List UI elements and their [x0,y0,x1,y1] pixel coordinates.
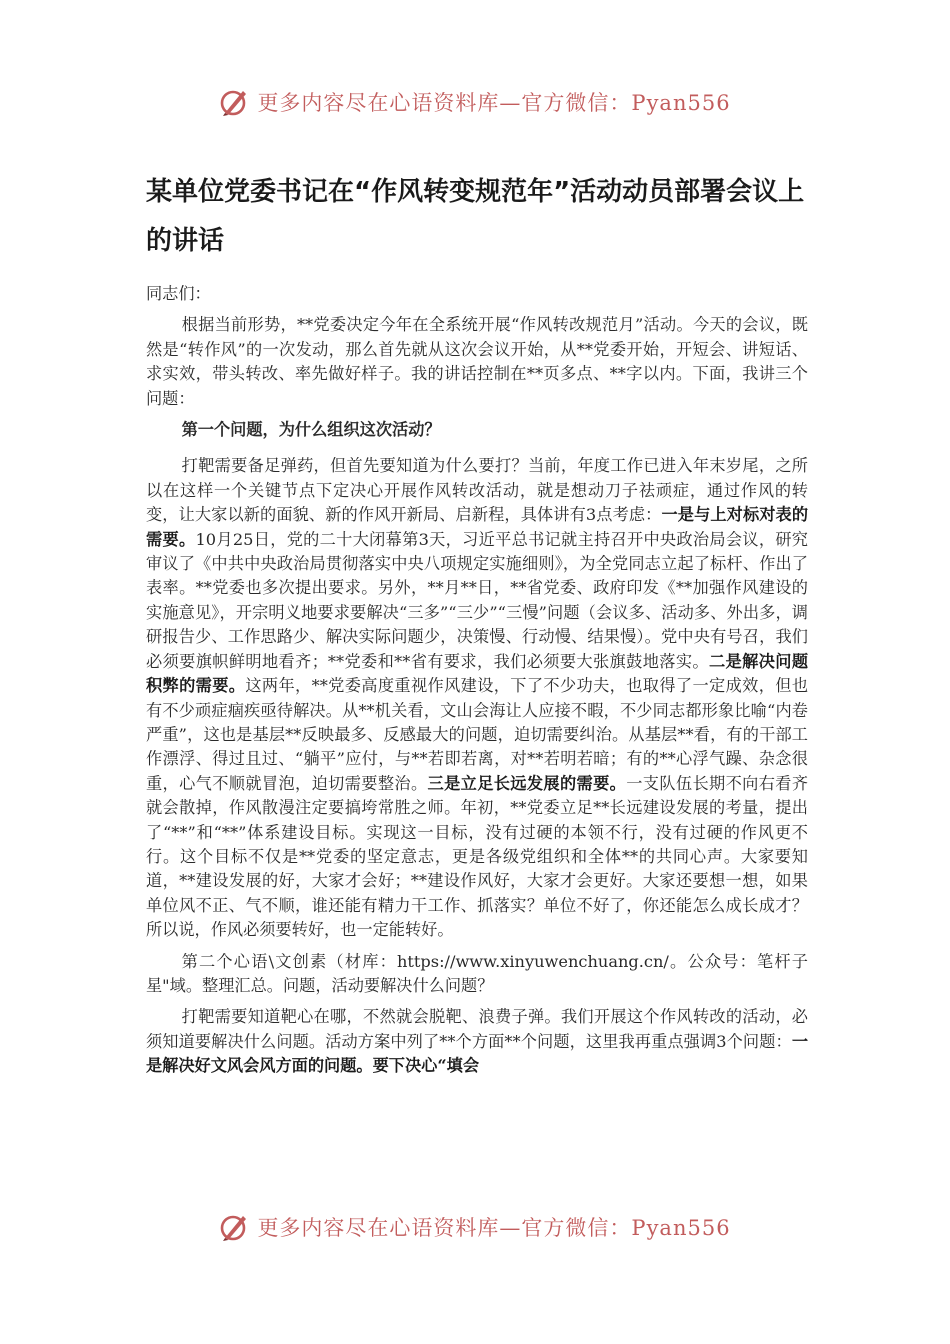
paragraph-reasons [146,454,808,942]
bold-point-2: 二是解决问题积弊的需要。 [146,651,809,696]
paragraph-text: 打靶需要备足弹药，但首先要知道为什么要打？当前，年度工作已进入年末岁尾，之所以在这样一个关键节点下定决心开展作风转改活动，就是想动刀子祛顽症，通过作风的转变，让大家以新的面貌、新的作风开新局、启新程，具体讲有3点考虑： [146,456,808,525]
bold-point-3: 三是立足长远发展的需要。 [427,773,627,793]
paragraph-section-2-intro: 第二个心语\文创素（材库：https://www.xinyuwenchuang.cn/。公众号：笔杆子星"域。整理汇总。问题，活动要解决什么问题？ [146,951,808,995]
footer-watermark-banner [0,1207,950,1247]
bold-point-1: 一是与上对标对表的需要。 [146,505,809,549]
bold-point-4: 一是解决好文风会风方面的问题。要下决心“填会 [146,1031,808,1076]
banner-text: 更多内容尽在心语资料库—官方微信：Pyan556 [257,1216,731,1240]
salutation: 同志们： [146,284,211,303]
paragraph-target [146,1005,808,1078]
paragraph-text: 打靶需要知道靶心在哪，不然就会脱靶、浪费子弹。我们开展这个作风转改的活动，必须知道要解决什么问题。活动方案中列了**个方面**个问题，这里我再重点强调3个问题： [146,1007,808,1051]
paragraph-intro: 根据当前形势，**党委决定今年在全系统开展“作风转改规范月”活动。今天的会议，既然是“转作风”的一次发动，那么首先就从这次会议开始，从**党委开始，开短会、讲短话、求实效，带头转改、率先做好样子。我的讲话控制在**页多点、**字以内。下面，我讲三个问题： [146,315,808,408]
pen-circle-icon [219,1212,249,1242]
pen-circle-icon [219,87,249,117]
paragraph-text: 一支队伍长期不向右看齐就会散掉，作风散漫注定要搞垮常胜之师。年初，**党委立足**长远建设发展的考量，提出了“**”和“**”体系建设目标。实现这一目标，没有过硬的本领不行，没有过硬的作风更不行。这个目标不仅是**党委的坚定意志，更是各级党组织和全体**的共同心声。大家要知道，**建设发展的好，大家才会好；**建设作风好，大家才会更好。大家还要想一想，如果单位风不正、气不顺，谁还能有精力干工作、抓落实？单位不好了，你还能怎么成长成才？所以说，作风必须要转好，也一定能转好。 [146,773,809,940]
paragraph-text: 10月25日，党的二十大闭幕第3天，习近平总书记就主持召开中央政治局会议，研究审议了《中共中央政治局贯彻落实中央八项规定实施细则》，为全党同志立起了标杆、作出了表率。**党委也多次提出要求。另外，**月**日，**省党委、政府印发《**加强作风建设的实施意见》，开宗明义地要求要解决“三多”“三少”“三慢”问题（会议多、活动多、外出多，调研报告少、工作思路少、解决实际问题少，决策慢、行动慢、结果慢）。党中央有号召，我们必须要旗帜鲜明地看齐；**党委和**省有要求，我们必须要大张旗鼓地落实。 [146,529,808,671]
paragraph-text: 这两年，**党委高度重视作风建设，下了不少功夫，也取得了一定成效，但也有不少顽症痼疾亟待解决。从**机关看，文山会海让人应接不暇，不少同志都形象比喻“内卷严重”，这也是基层**反映最多、反感最大的问题，迫切需要纠治。从基层**看，有的干部工作漂浮、得过且过、“躺平”应付，与**若即若离，对**若明若暗；有的**心浮气躁、杂念很重，心气不顺就冒泡，迫切需要整治。 [146,676,809,793]
document-title: 某单位党委书记在“作风转变规范年”活动动员部署会议上的讲话 [146,177,805,256]
banner-text: 更多内容尽在心语资料库—官方微信：Pyan556 [257,91,731,115]
header-watermark-banner [0,82,950,122]
section-heading-1: 第一个问题，为什么组织这次活动？ [181,420,441,440]
document-body [146,282,808,1086]
